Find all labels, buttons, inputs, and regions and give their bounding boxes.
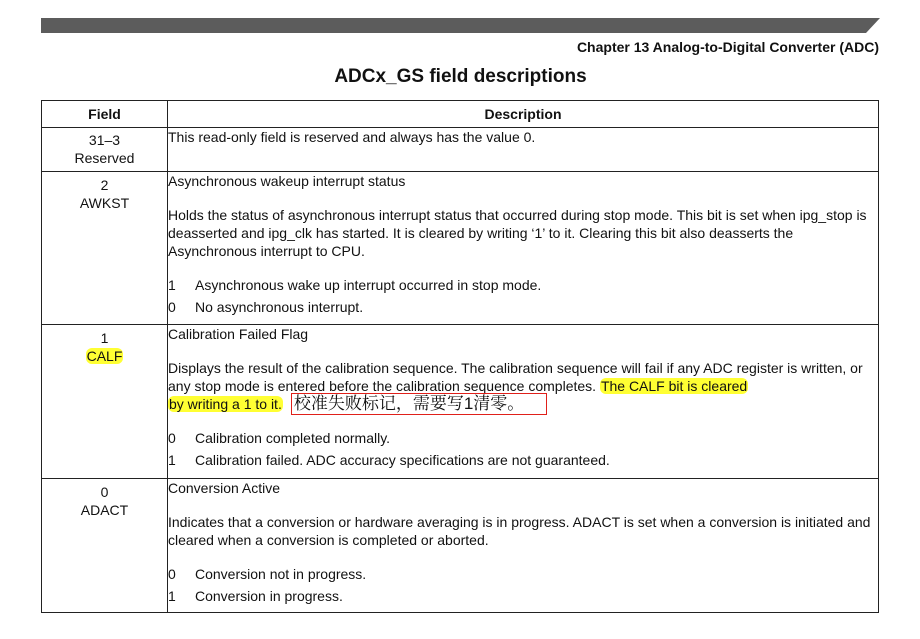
enum-value: 0 [168, 566, 176, 582]
enum-value: 1 [168, 452, 176, 468]
enum-text: Asynchronous wake up interrupt occurred in stop mode. [195, 277, 542, 293]
enum-text: Conversion in progress. [195, 588, 343, 604]
field-name: Reserved [74, 150, 135, 166]
annotation-note: 校准失败标记，需要写1清零。 [291, 393, 547, 415]
enum-text: Calibration completed normally. [195, 430, 391, 446]
field-name: AWKST [79, 195, 130, 211]
field-description: Holds the status of asynchronous interrupt status that occurred during stop mode. This bit is set when ipg_stop is deasserted and ipg_clk has started. It is cleared by writing ‘1’ to it. Clearing this bit also deasserts the Asynchronous interrupt to CPU. [168, 207, 867, 259]
enum-item [168, 565, 878, 583]
enum-value: 1 [168, 588, 176, 604]
chapter-heading: Chapter 13 Analog-to-Digital Converter (ADC) [576, 39, 879, 55]
field-summary: Asynchronous wakeup interrupt status [168, 173, 406, 189]
field-name-highlighted: CALF [86, 348, 123, 364]
table-title: ADCx_GS field descriptions [334, 66, 587, 87]
table-row [42, 128, 879, 172]
table-header-row [42, 101, 879, 128]
enum-text: Calibration failed. ADC accuracy specifications are not guaranteed. [195, 452, 610, 468]
enum-value: 1 [168, 277, 176, 293]
enum-item [168, 587, 878, 605]
field-descriptions-table [41, 100, 879, 613]
field-bits: 31–3 [88, 132, 121, 148]
field-bits: 0 [100, 484, 109, 500]
highlighted-text: The CALF bit is cleared [600, 378, 748, 394]
field-description: This read-only field is reserved and always has the value 0. [168, 129, 536, 145]
table-row [42, 325, 879, 479]
description-cell [168, 172, 879, 325]
table-row [42, 479, 879, 613]
field-bits: 1 [100, 330, 109, 346]
enum-value: 0 [168, 430, 176, 446]
enum-text: Conversion not in progress. [195, 566, 367, 582]
header-bar [41, 18, 880, 33]
field-cell [42, 172, 168, 325]
column-header-description: Description [168, 101, 879, 128]
field-name: ADACT [80, 502, 129, 518]
field-cell [42, 479, 168, 613]
description-text: Displays the result of the calibration sequence. The calibration sequence will fail if any ADC register is written, or any stop mode is entered before the calibration sequence completes. [168, 360, 863, 394]
enum-item [168, 298, 878, 316]
field-bits: 2 [100, 177, 109, 193]
description-cell [168, 128, 879, 172]
field-summary: Calibration Failed Flag [168, 326, 309, 342]
enum-text: No asynchronous interrupt. [195, 299, 364, 315]
description-cell [168, 479, 879, 613]
highlighted-text: by writing a 1 to it. [169, 396, 282, 412]
field-description: Indicates that a conversion or hardware averaging is in progress. ADACT is set when a conversion is initiated and cleared when a conversion is completed or aborted. [168, 514, 871, 548]
enum-item [168, 276, 878, 294]
description-cell [168, 325, 879, 479]
enum-item [168, 451, 878, 469]
field-cell [42, 325, 168, 479]
column-header-field: Field [42, 101, 168, 128]
enum-item [168, 429, 878, 447]
field-description [168, 359, 878, 417]
enum-value: 0 [168, 299, 176, 315]
field-summary: Conversion Active [168, 480, 281, 496]
field-cell [42, 128, 168, 172]
table-row [42, 172, 879, 325]
